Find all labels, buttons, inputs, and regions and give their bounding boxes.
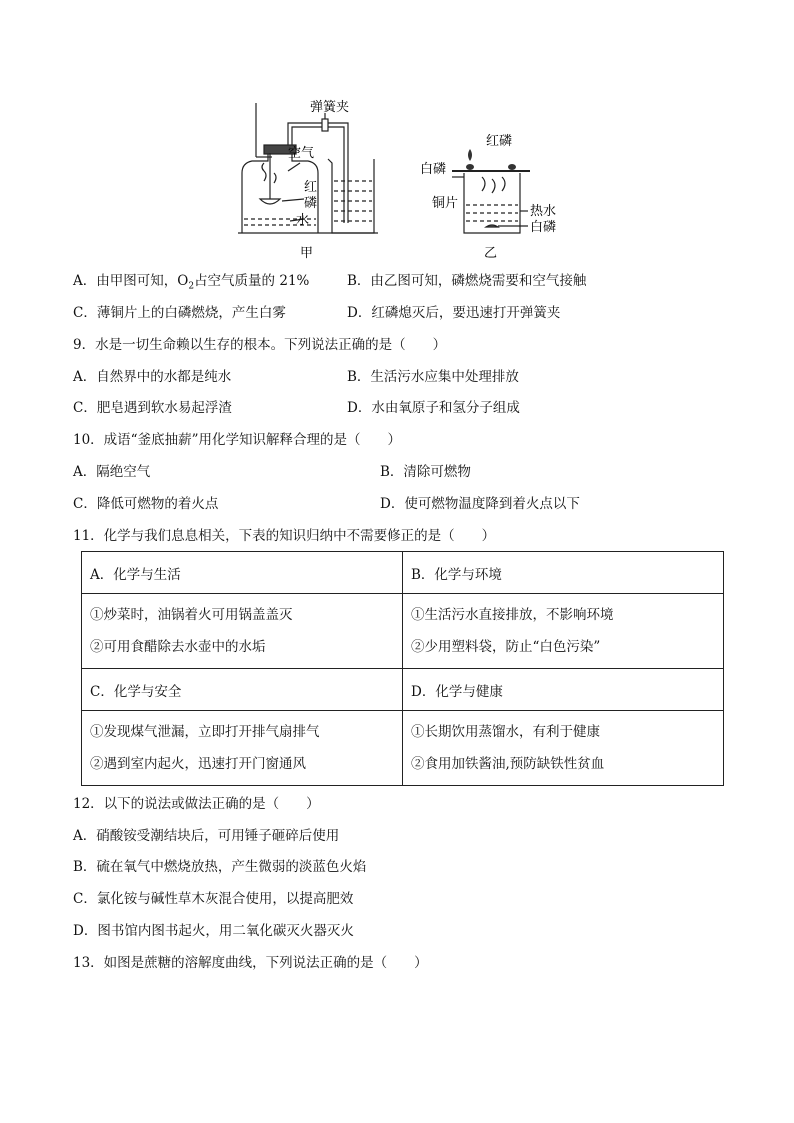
q12-option-c: C．氯化铵与碱性草木灰混合使用，以提高肥效: [73, 891, 354, 907]
clamp-label: 弹簧夹: [310, 99, 350, 114]
q9-option-c: C．肥皂遇到软水易起浮渣: [73, 400, 232, 416]
q9-option-a: A．自然界中的水都是纯水: [73, 369, 232, 385]
white-p-label-bottom: 白磷: [530, 219, 557, 234]
copper-label: 铜片: [432, 195, 459, 210]
q10-stem: 10．成语“釜底抽薪”用化学知识解释合理的是（ ）: [73, 432, 401, 448]
q10-option-a: A．隔绝空气: [73, 464, 151, 480]
q9-option-d: D．水由氧原子和氢分子组成: [347, 400, 520, 416]
red-p-label-b: 红磷: [486, 133, 513, 148]
q13-stem: 13．如图是蔗糖的溶解度曲线，下列说法正确的是（ ）: [73, 955, 428, 971]
red-p-label-1: 红: [304, 179, 318, 194]
q8-option-c: C．薄铜片上的白磷燃烧，产生白雾: [73, 305, 286, 321]
q11-stem: 11．化学与我们息息相关，下表的知识归纳中不需要修正的是（ ）: [73, 528, 496, 544]
jia-label: 甲: [300, 245, 314, 260]
cell-b-head: B．化学与环境: [403, 552, 724, 594]
q12-option-d: D．图书馆内图书起火，用二氧化碳灭火器灭火: [73, 923, 354, 939]
air-label: 空气: [288, 145, 315, 160]
cell-a-body: [82, 594, 403, 669]
water-label: 水: [296, 212, 310, 227]
cell-d-item-2: ②食用加铁酱油,预防缺铁性贫血: [411, 756, 605, 772]
q8-option-d: D．红磷熄灭后，要迅速打开弹簧夹: [347, 305, 561, 321]
cell-d-head: D．化学与健康: [403, 669, 724, 711]
cell-b-item-1: ①生活污水直接排放，不影响环境: [411, 607, 614, 623]
apparatus-figure: [230, 95, 570, 263]
q9-stem: 9．水是一切生命赖以生存的根本。下列说法正确的是（ ）: [73, 337, 447, 353]
q10-option-d: D．使可燃物温度降到着火点以下: [380, 496, 580, 512]
hot-water-label: 热水: [530, 203, 557, 218]
yi-label: 乙: [484, 245, 498, 260]
q12-option-b: B．硫在氧气中燃烧放热，产生微弱的淡蓝色火焰: [73, 859, 367, 875]
q12-stem: 12．以下的说法或做法正确的是（ ）: [73, 796, 320, 812]
red-p-label-2: 磷: [304, 195, 318, 210]
q9-option-b: B．生活污水应集中处理排放: [347, 369, 519, 385]
cell-c-body: [82, 711, 403, 786]
q8-option-b: B．由乙图可知，磷燃烧需要和空气接触: [347, 273, 587, 289]
cell-c-item-1: ①发现煤气泄漏，立即打开排气扇排气: [90, 724, 320, 740]
cell-c-item-2: ②遇到室内起火，迅速打开门窗通风: [90, 756, 306, 772]
white-p-label-top: 白磷: [420, 161, 447, 176]
knowledge-table: [81, 551, 724, 786]
cell-d-item-1: ①长期饮用蒸馏水，有利于健康: [411, 724, 600, 740]
cell-c-head: C．化学与安全: [82, 669, 403, 711]
beaker-yi: [464, 173, 520, 233]
cell-b-item-2: ②少用塑料袋，防止“白色污染”: [411, 639, 601, 655]
cell-a-head: A．化学与生活: [82, 552, 403, 594]
q8-option-a: A．由甲图可知，$O_2$占空气质量的 21%: [73, 273, 310, 292]
cell-a-item-1: ①炒菜时，油锅着火可用锅盖盖灭: [90, 607, 293, 623]
cell-a-item-2: ②可用食醋除去水壶中的水垢: [90, 639, 266, 655]
q12-option-a: A．硝酸铵受潮结块后，可用锤子砸碎后使用: [73, 828, 340, 844]
q10-option-b: B．清除可燃物: [380, 464, 471, 480]
beaker-jia: [328, 159, 374, 233]
cell-b-body: [403, 594, 724, 669]
cell-d-body: [403, 711, 724, 786]
q10-option-c: C．降低可燃物的着火点: [73, 496, 219, 512]
